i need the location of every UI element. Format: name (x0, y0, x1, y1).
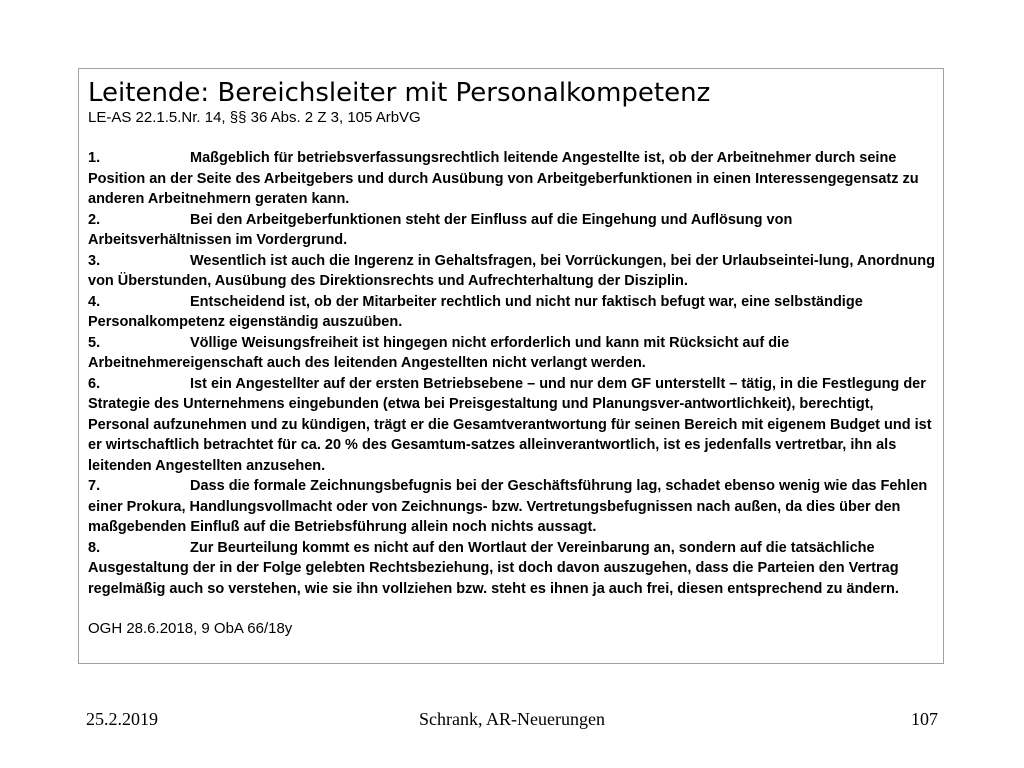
point-text: Maßgeblich für betriebsverfassungsrechtlich leitende Angestellte ist, ob der Arbeitnehmer durch seine Position an der Seite des Arbeitgebers und durch Ausübung von Arbeitgeberfunktionen in einen Interessengegensatz zu anderen Arbeitnehmern geraten kann. (88, 150, 919, 207)
point-text: Wesentlich ist auch die Ingerenz in Gehaltsfragen, bei Vorrückungen, bei der Urlaubseintei-lung, Anordnung von Überstunden, Ausübung des Direktionsrechts und Aufrechterhaltung der Disziplin. (88, 252, 935, 289)
point-text: Ist ein Angestellter auf der ersten Betriebsebene – und nur dem GF unterstellt – tätig, in die Festlegung der Strategie des Unternehmens eingebunden (etwa bei Preisgestaltung und Planungsver-antwortlichkeit), berechtigt, Personal aufzunehmen und zu kündigen, trägt er die Gesamtverantwortung für seinen Bereich mit eigenem Budget und ist er wirtschaftlich betrachtet für ca. 20 % des Gesamtum-satzes alleinverantwortlich, ist es jedenfalls vertretbar, ihn als leitenden Angestellten anzusehen. (88, 375, 932, 474)
list-item (88, 374, 935, 477)
point-text: Völlige Weisungsfreiheit ist hingegen nicht erforderlich und kann mit Rücksicht auf die Arbeitnehmereigenschaft auch des leitenden Angestellten nicht verlangt werden. (88, 334, 790, 371)
list-item (88, 292, 935, 333)
point-number: 2. (88, 211, 101, 228)
point-number: 5. (88, 334, 101, 351)
slide-content-box (78, 68, 944, 664)
point-number: 8. (88, 539, 101, 556)
slide-subtitle: LE-AS 22.1.5.Nr. 14, §§ 36 Abs. 2 Z 3, 105 ArbVG (88, 109, 421, 126)
point-number: 7. (88, 478, 101, 494)
point-number: 3. (88, 252, 101, 269)
points-list (88, 148, 935, 599)
list-item (88, 333, 935, 374)
court-citation: OGH 28.6.2018, 9 ObA 66/18y (88, 620, 293, 637)
list-item (88, 251, 935, 292)
point-text: Bei den Arbeitgeberfunktionen steht der Einfluss auf die Eingehung und Auflösung von Arbeitsverhältnissen im Vordergrund. (88, 211, 793, 248)
list-item (88, 538, 935, 600)
point-text: Dass die formale Zeichnungsbefugnis bei der Geschäftsführung lag, schadet ebenso wenig wie das Fehlen einer Prokura, Handlungsvollmacht oder von Zeichnungs- bzw. Vertretungsbefugnissen nach außen, da dies über den maßgebenden Einfluß auf die Betriebsführung allein noch nichts aussagt. (88, 478, 928, 535)
point-number: 6. (88, 375, 101, 392)
footer-date: 25.2.2019 (86, 709, 158, 729)
footer-author-title: Schrank, AR-Neuerungen (419, 709, 605, 729)
list-item (88, 210, 935, 251)
point-text: Zur Beurteilung kommt es nicht auf den Wortlaut der Vereinbarung an, sondern auf die tatsächliche Ausgestaltung der in der Folge gelebten Rechtsbeziehung, ist doch davon auszugehen, dass die Parteien den Vertrag regelmäßig auch so verstehen, wie sie ihn vollziehen bzw. steht es ihnen ja auch frei, diesen entsprechend zu ändern. (88, 539, 899, 597)
list-item (88, 148, 935, 210)
list-item (88, 476, 935, 538)
slide-title: Leitende: Bereichsleiter mit Personalkompetenz (88, 78, 711, 108)
point-text: Entscheidend ist, ob der Mitarbeiter rechtlich und nicht nur faktisch befugt war, eine selbständige Personalkompetenz eigenständig auszuüben. (88, 293, 863, 330)
point-number: 4. (88, 293, 101, 310)
point-number: 1. (88, 150, 101, 166)
page-number: 107 (911, 709, 938, 729)
